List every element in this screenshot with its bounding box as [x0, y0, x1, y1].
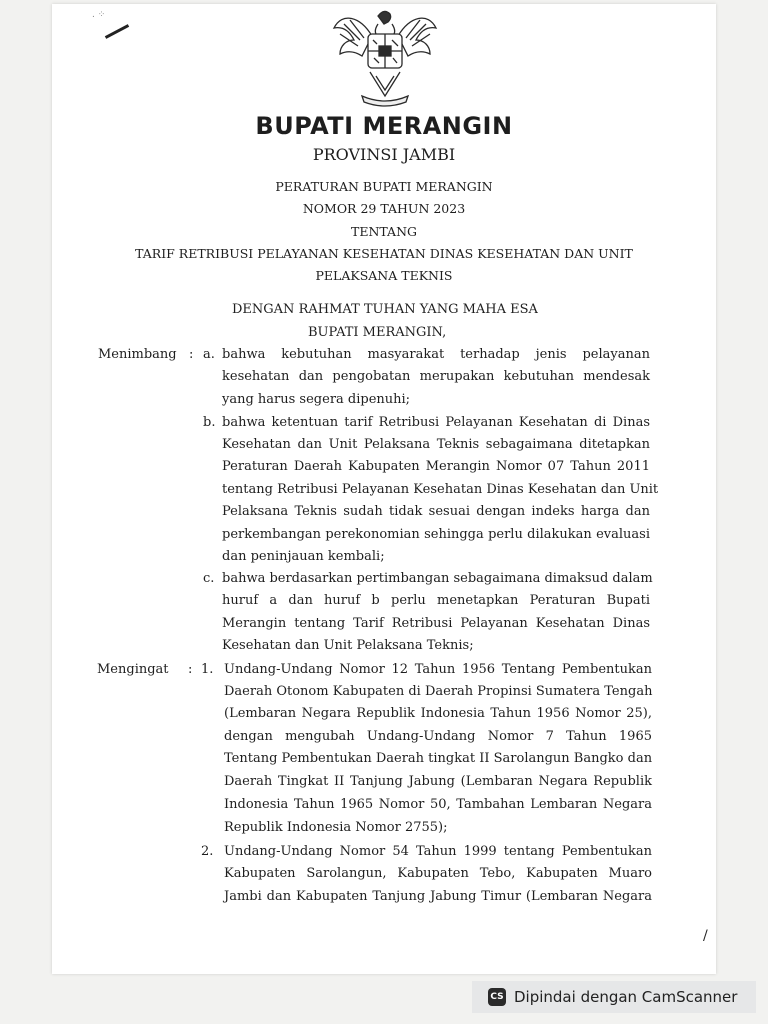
menimbang-b-line: Pelaksana Teknis sudah tidak sesuai dengan indeks harga dan — [222, 504, 650, 519]
menimbang-b-line: dan peninjauan kembali; — [222, 549, 385, 564]
menimbang-b-line: bahwa ketentuan tarif Retribusi Pelayanan Kesehatan di Dinas — [222, 415, 650, 430]
menimbang-b-line: tentang Retribusi Pelayanan Kesehatan Dinas Kesehatan dan Unit — [222, 482, 659, 497]
mengingat-1-line: Tentang Pembentukan Daerah tingkat II Sarolangun Bangko dan — [224, 751, 653, 766]
camscanner-watermark — [472, 981, 756, 1013]
regent-title: BUPATI MERANGIN — [255, 112, 513, 140]
menimbang-marker-c: c. — [203, 571, 215, 586]
regulation-about: TENTANG — [350, 224, 417, 239]
scan-artifact: . ⁘ — [92, 10, 106, 20]
regent-heading: BUPATI MERANGIN, — [308, 325, 447, 340]
mengingat-2-line: Undang-Undang Nomor 54 Tahun 1999 tentang Pembentukan — [224, 844, 652, 859]
regulation-number: NOMOR 29 TAHUN 2023 — [302, 201, 466, 216]
regulation-subject-line-1: TARIF RETRIBUSI PELAYANAN KESEHATAN DINAS KESEHATAN DAN UNIT — [135, 246, 633, 261]
menimbang-c-line: Merangin tentang Tarif Retribusi Pelayanan Kesehatan Dinas — [222, 616, 650, 631]
mengingat-label: Mengingat — [97, 662, 169, 677]
mengingat-1-line: Daerah Tingkat II Tanjung Jabung (Lembaran Negara Republik — [224, 774, 652, 789]
menimbang-a-line: bahwa kebutuhan masyarakat terhadap jenis pelayanan — [222, 347, 650, 362]
menimbang-b-line: Kesehatan dan Unit Pelaksana Teknis sebagaimana ditetapkan — [222, 437, 650, 452]
blessing-line: DENGAN RAHMAT TUHAN YANG MAHA ESA — [232, 302, 538, 317]
menimbang-b-line: Peraturan Daerah Kabupaten Merangin Nomor 07 Tahun 2011 — [222, 459, 650, 474]
mengingat-marker-1: 1. — [201, 662, 214, 677]
regulation-subject-line-2: PELAKSANA TEKNIS — [315, 268, 453, 283]
mengingat-2-line: Kabupaten Sarolangun, Kabupaten Tebo, Kabupaten Muaro — [224, 866, 652, 881]
garuda-emblem-icon — [330, 6, 440, 112]
mengingat-1-line: Daerah Otonom Kabupaten di Daerah Propinsi Sumatera Tengah — [224, 684, 653, 699]
menimbang-c-line: bahwa berdasarkan pertimbangan sebagaimana dimaksud dalam — [222, 571, 653, 586]
menimbang-marker-a: a. — [203, 347, 215, 362]
menimbang-b-line: perkembangan perekonomian sehingga perlu dilakukan evaluasi — [222, 527, 650, 542]
mengingat-2-line: Jambi dan Kabupaten Tanjung Jabung Timur (Lembaran Negara — [224, 889, 652, 904]
menimbang-colon: : — [189, 347, 194, 362]
menimbang-c-line: huruf a dan huruf b perlu menetapkan Peraturan Bupati — [222, 593, 650, 608]
mengingat-1-line: (Lembaran Negara Republik Indonesia Tahun 1956 Nomor 25), — [224, 706, 652, 721]
menimbang-a-line: kesehatan dan pengobatan merupakan kebutuhan mendesak — [222, 369, 650, 384]
menimbang-a-line: yang harus segera dipenuhi; — [222, 392, 411, 407]
province-title: PROVINSI JAMBI — [312, 145, 456, 164]
camscanner-logo-icon: CS — [488, 988, 506, 1006]
mengingat-1-line: dengan mengubah Undang-Undang Nomor 7 Tahun 1965 — [224, 729, 652, 744]
menimbang-c-line: Kesehatan dan Unit Pelaksana Teknis; — [222, 638, 474, 653]
menimbang-label: Menimbang — [98, 347, 177, 362]
menimbang-marker-b: b. — [203, 415, 216, 430]
mengingat-marker-2: 2. — [201, 844, 214, 859]
mengingat-1-line: Republik Indonesia Nomor 2755); — [224, 820, 448, 835]
mengingat-1-line: Indonesia Tahun 1965 Nomor 50, Tambahan Lembaran Negara — [224, 797, 652, 812]
scan-artifact-tick: / — [703, 928, 708, 944]
mengingat-colon: : — [188, 662, 193, 677]
regulation-title: PERATURAN BUPATI MERANGIN — [275, 179, 493, 194]
camscanner-label: Dipindai dengan CamScanner — [514, 988, 738, 1006]
mengingat-1-line: Undang-Undang Nomor 12 Tahun 1956 Tentang Pembentukan — [224, 662, 652, 677]
